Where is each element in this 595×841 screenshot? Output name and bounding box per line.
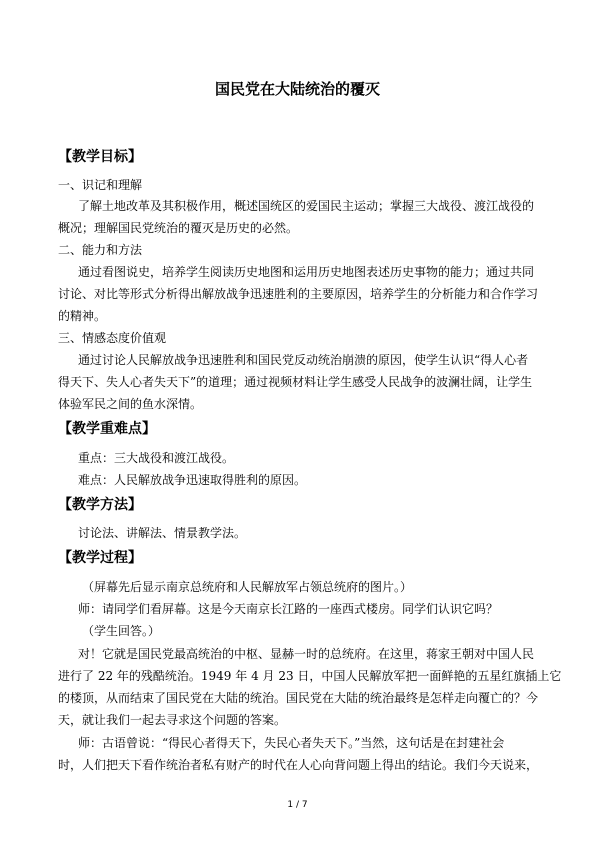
heading-teaching-methods: 【教学方法】 bbox=[58, 497, 142, 513]
goal-1-text-line: 了解土地改革及其积极作用，概述国统区的爱国民主运动；掌握三大战役、渡江战役的 bbox=[78, 199, 535, 213]
goal-3-text-line: 体验军民之间的鱼水深情。 bbox=[58, 397, 203, 411]
heading-teaching-goals: 【教学目标】 bbox=[58, 149, 142, 165]
heading-key-points: 【教学重难点】 bbox=[58, 421, 156, 437]
goal-2-text-line: 通过看图说史，培养学生阅读历史地图和运用历史地图表述历史事物的能力；通过共同 bbox=[78, 265, 535, 279]
process-paragraph: （屏幕先后显示南京总统府和人民解放军占领总统府的图片。） bbox=[82, 580, 413, 594]
difficulty-line: 难点：人民解放战争迅速取得胜利的原因。 bbox=[78, 473, 307, 487]
goal-3-text-line: 通过讨论人民解放战争迅速胜利和国民党反动统治崩溃的原因，使学生认识“得人心者 bbox=[78, 353, 529, 367]
process-paragraph-line: 的楼顶，从而结束了国民党在大陆的统治。国民党在大陆的统治最终是怎样走向覆亡的？今 bbox=[58, 691, 539, 705]
process-paragraph-line: 进行了 22 年的残酷统治。1949 年 4 月 23 日，中国人民解放军把一面鲜艳的五星红旗插上它 bbox=[58, 669, 562, 683]
process-paragraph: （学生回答。） bbox=[82, 624, 161, 638]
goal-2-text-line: 的精神。 bbox=[58, 309, 107, 323]
goal-1-text-line: 概况；理解国民党统治的覆灭是历史的必然。 bbox=[58, 221, 299, 235]
process-paragraph-line: 对！它就是国民党最高统治的中枢、显赫一时的总统府。在这里，蒋家王朝对中国人民 bbox=[78, 647, 535, 661]
goal-2-text-line: 讨论、对比等形式分析得出解放战争迅速胜利的主要原因，培养学生的分析能力和合作学习 bbox=[58, 287, 539, 301]
process-paragraph-line: 师：古语曾说：“得民心者得天下，失民心者失天下。”当然，这句话是在封建社会 bbox=[78, 736, 505, 750]
goal-1-label: 一、识记和理解 bbox=[58, 178, 143, 192]
document-title: 国民党在大陆统治的覆灭 bbox=[214, 80, 380, 98]
key-point-line: 重点：三大战役和渡江战役。 bbox=[78, 451, 235, 465]
goal-2-label: 二、能力和方法 bbox=[58, 243, 143, 257]
page-number: 1 / 7 bbox=[287, 800, 308, 810]
heading-teaching-process: 【教学过程】 bbox=[58, 550, 142, 566]
process-paragraph: 师：请同学们看屏幕。这是今天南京长江路的一座西式楼房。同学们认识它吗？ bbox=[78, 602, 499, 616]
goal-3-label: 三、情感态度价值观 bbox=[58, 331, 167, 345]
process-paragraph-line: 天，就让我们一起去寻求这个问题的答案。 bbox=[58, 713, 287, 727]
goal-3-text-line: 得天下、失人心者失天下”的道理；通过视频材料让学生感受人民战争的波澜壮阔，让学生 bbox=[58, 375, 533, 389]
methods-line: 讨论法、讲解法、情景教学法。 bbox=[78, 526, 247, 540]
process-paragraph-line: 时，人们把天下看作统治者私有财产的时代在人心向背问题上得出的结论。我们今天说来， bbox=[58, 758, 539, 772]
